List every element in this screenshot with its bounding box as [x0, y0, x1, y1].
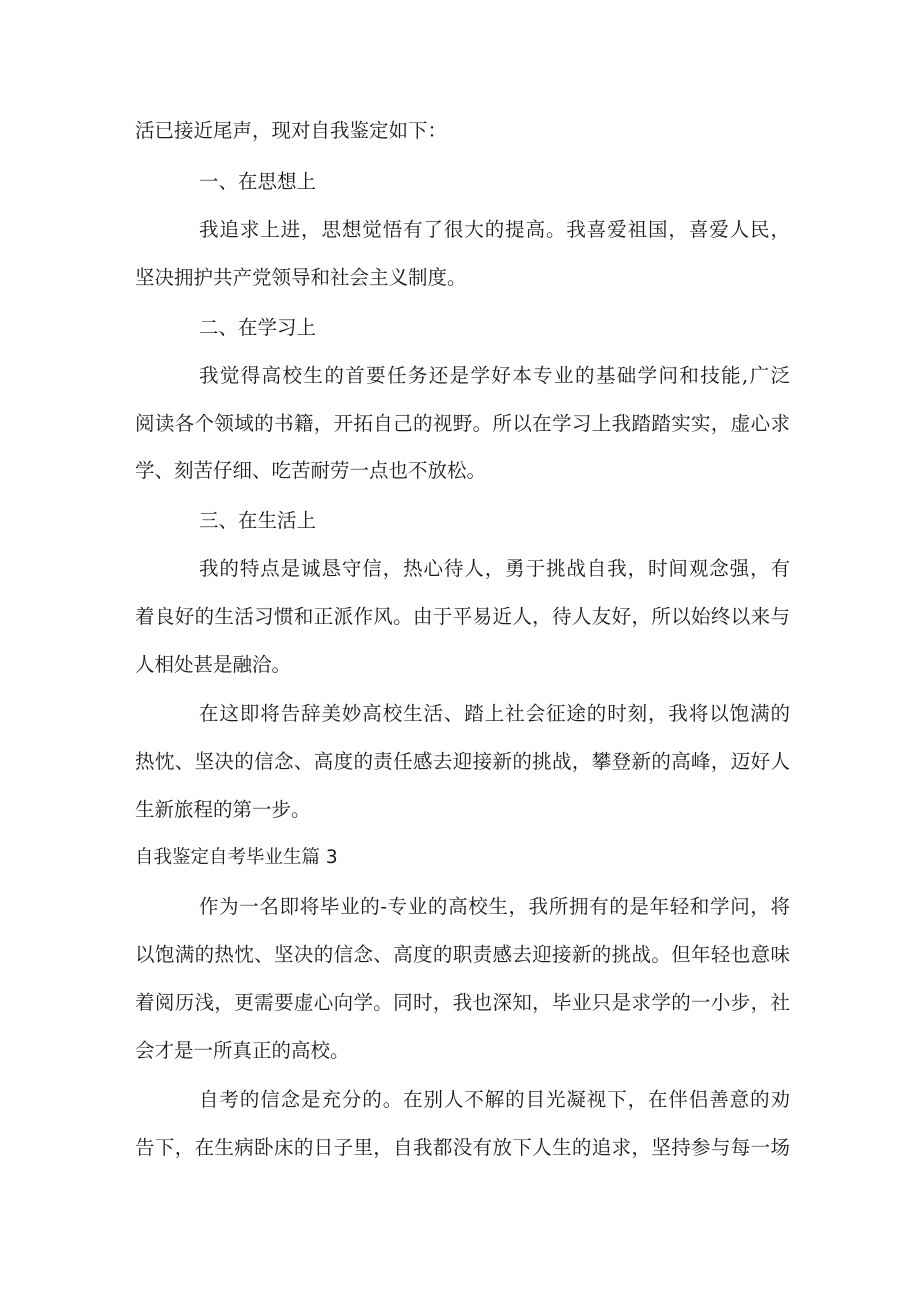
intro-tail-line: 活已接近尾声，现对自我鉴定如下： [135, 119, 448, 142]
paragraph-line: 坚决拥护共产党领导和社会主义制度。 [135, 266, 467, 289]
paragraph-line: 作为一名即将毕业的-专业的高校生，我所拥有的是年轻和学问，将 [199, 895, 790, 918]
section-heading-thought: 一、在思想上 [199, 170, 317, 193]
paragraph-line: 人相处甚是融洽。 [135, 653, 292, 676]
paragraph-line: 热忱、坚决的信念、高度的责任感去迎接新的挑战，攀登新的高峰，迈好人 [135, 750, 790, 773]
paragraph-line: 自考的信念是充分的。在别人不解的目光凝视下，在伴侣善意的劝 [199, 1088, 790, 1111]
paragraph-line: 我的特点是诚恳守信，热心待人，勇于挑战自我，时间观念强，有 [199, 557, 790, 580]
paragraph-line: 我追求上进，思想觉悟有了很大的提高。我喜爱祖国，喜爱人民， [199, 218, 790, 241]
paragraph-line: 阅读各个领域的书籍，开拓自己的视野。所以在学习上我踏踏实实，虚心求 [135, 412, 790, 435]
paragraph-line: 生新旅程的第一步。 [135, 798, 311, 821]
article-title: 自我鉴定自考毕业生篇 3 [135, 847, 338, 868]
section-heading-life: 三、在生活上 [199, 509, 317, 532]
paragraph-line: 我觉得高校生的首要任务还是学好本专业的基础学问和技能,广泛 [199, 364, 790, 387]
paragraph-line: 着良好的生活习惯和正派作风。由于平易近人，待人友好，所以始终以来与 [135, 605, 790, 628]
paragraph-line: 以饱满的热忱、坚决的信念、高度的职责感去迎接新的挑战。但年轻也意味 [135, 943, 790, 966]
section-heading-study: 二、在学习上 [199, 316, 317, 339]
paragraph-line: 在这即将告辞美妙高校生活、踏上社会征途的时刻，我将以饱满的 [199, 702, 790, 725]
paragraph-line: 会才是一所真正的高校。 [135, 1039, 350, 1062]
paragraph-line: 学、刻苦仔细、吃苦耐劳一点也不放松。 [135, 459, 487, 482]
paragraph-line: 着阅历浅，更需要虚心向学。同时，我也深知，毕业只是求学的一小步，社 [135, 991, 790, 1014]
paragraph-line: 告下，在生病卧床的日子里，自我都没有放下人生的追求，坚持参与每一场 [135, 1136, 790, 1159]
